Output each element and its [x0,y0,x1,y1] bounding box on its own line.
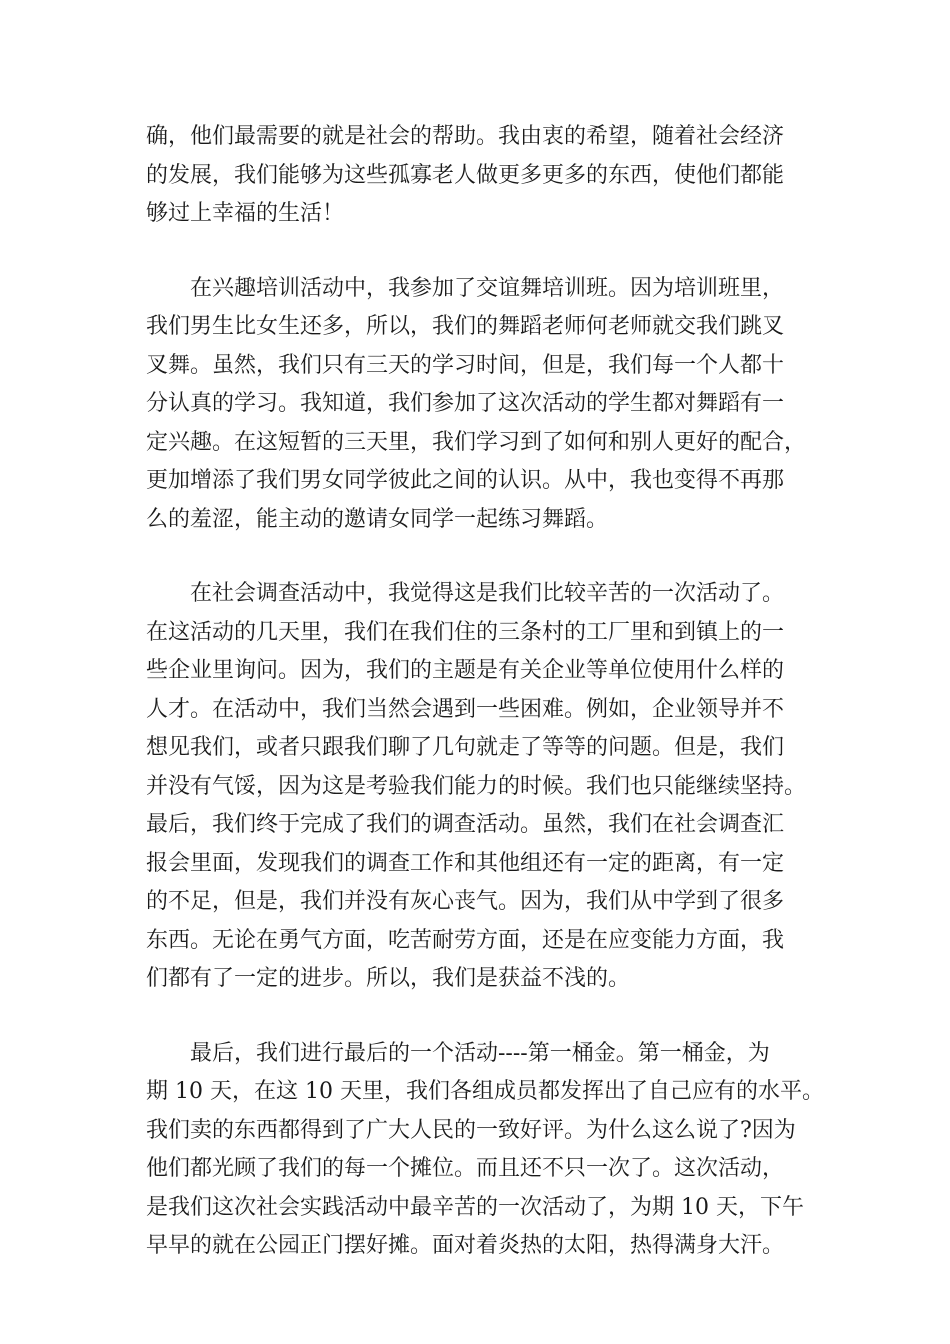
text-line: 早早的就在公园正门摆好摊。面对着炎热的太阳，热得满身大汗。 [146,1233,785,1258]
paragraph-4 [146,1035,826,1266]
text-line: 在这活动的几天里，我们在我们住的三条村的工厂里和到镇上的一 [146,619,785,645]
text-line: 在社会调查活动中，我觉得这是我们比较辛苦的一次活动了。 [190,581,785,606]
paragraph-gap [146,999,826,1035]
paragraph-2 [146,270,826,540]
text-line: 确，他们最需要的就是社会的帮助。我由衷的希望，随着社会经济 [146,124,785,149]
text-line: 报会里面，发现我们的调查工作和其他组还有一定的距离，有一定 [146,850,785,876]
text-line: 定兴趣。在这短暂的三天里，我们学习到了如何和别人更好的配合， [146,429,807,455]
paragraph-3 [146,575,826,999]
text-line: 我们男生比女生还多，所以，我们的舞蹈老师何老师就交我们跳叉 [146,314,785,339]
text-line: 是我们这次社会实践活动中最辛苦的一次活动了，为期 10 天，下午 [146,1194,804,1220]
text-line: 人才。在活动中，我们当然会遇到一些困难。例如，企业领导并不 [146,696,785,722]
text-line: 他们都光顾了我们的每一个摊位。而且还不只一次了。这次活动， [146,1156,785,1181]
text-line: 叉舞。虽然，我们只有三天的学习时间，但是，我们每一个人都十 [146,352,785,378]
text-line: 些企业里询问。因为，我们的主题是有关企业等单位使用什么样的 [146,658,785,683]
text-line: 够过上幸福的生活！ [146,201,345,226]
text-line: 东西。无论在勇气方面，吃苦耐劳方面，还是在应变能力方面，我 [146,927,785,953]
text-line: 的不足，但是，我们并没有灰心丧气。因为，我们从中学到了很多 [146,889,785,914]
text-line: 并没有气馁，因为这是考验我们能力的时候。我们也只能继续坚持。 [146,773,807,799]
paragraph-1 [146,118,826,234]
text-line: 最后，我们进行最后的一个活动----第一桶金。第一桶金，为 [190,1040,770,1066]
text-line: 最后，我们终于完成了我们的调查活动。虽然，我们在社会调查汇 [146,812,785,837]
text-line: 们都有了一定的进步。所以，我们是获益不浅的。 [146,966,631,991]
body-text [146,118,826,1266]
text-line: 分认真的学习。我知道，我们参加了这次活动的学生都对舞蹈有一 [146,391,785,416]
text-line: 想见我们，或者只跟我们聊了几句就走了等等的问题。但是，我们 [146,735,785,760]
text-line: 的发展，我们能够为这些孤寡老人做更多更多的东西，使他们都能 [146,162,785,188]
paragraph-gap [146,234,826,270]
text-line: 期 10 天，在这 10 天里，我们各组成员都发挥出了自己应有的水平。 [146,1079,824,1104]
text-line: 么的羞涩，能主动的邀请女同学一起练习舞蹈。 [146,506,609,532]
text-line: 更加增添了我们男女同学彼此之间的认识。从中，我也变得不再那 [146,468,785,493]
text-line: 我们卖的东西都得到了广大人民的一致好评。为什么这么说了?因为 [146,1117,796,1143]
text-line: 在兴趣培训活动中，我参加了交谊舞培训班。因为培训班里， [190,275,785,301]
paragraph-gap [146,539,826,575]
